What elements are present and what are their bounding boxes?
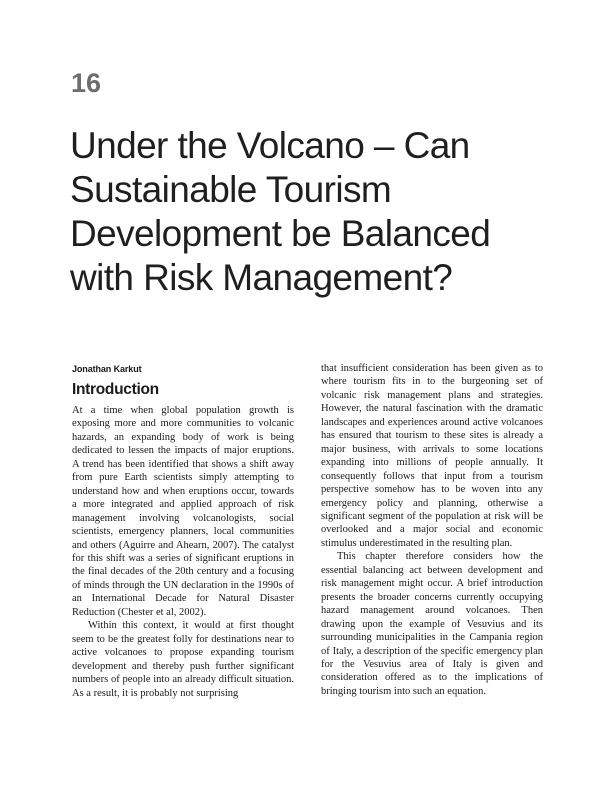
right-column bbox=[321, 362, 543, 698]
chapter-title: Under the Volcano – Can Sustainable Tourism Development be Balanced with Risk Management? bbox=[70, 125, 491, 298]
paragraph: Within this context, it would at first thought seem to be the greatest folly for destinations near to active volcanoes to propose expanding tourism development and thereby push further significant numbers of people into an already difficult situation. As a result, it is probably not surprising bbox=[72, 620, 294, 699]
chapter-number: 16 bbox=[71, 68, 102, 98]
author-name: Jonathan Karkut bbox=[72, 364, 142, 374]
left-column bbox=[72, 404, 294, 700]
paragraph: At a time when global population growth is exposing more and more communities to volcanic hazards, an expanding body of work is being dedicated to lessen the impacts of major eruptions. A trend has been identified that shows a shift away from pure Earth scientists simply attempting to understand how and when eruptions occur, towards a more integrated and applied approach of risk management involving volcanologists, social scientists, emergency planners, local communities and others (Aguirre and Ahearn, 2007). The catalyst for this shift was a series of significant eruptions in the final decades of the 20th century and a focusing of minds through the UN declaration in the 1990s of an International Decade for Natural Disaster Reduction (Chester et al, 2002). bbox=[72, 405, 294, 618]
paragraph: that insufficient consideration has been given as to where tourism fits in to the burgeoning set of volcanic risk management plans and strategies. However, the natural fascination with the dramatic landscapes and experiences around active volcanoes has ensured that tourism to these sites is already a major business, with arrivals to some locations expanding into millions of people annually. It consequently follows that input from a tourism perspective somehow has to be woven into any emergency policy and planning, otherwise a significant segment of the population at risk will be overlooked and a major social and economic stimulus underestimated in the resulting plan. bbox=[321, 363, 543, 549]
section-heading: Introduction bbox=[72, 381, 159, 398]
paragraph: This chapter therefore considers how the essential balancing act between development and risk management might occur. A brief introduction presents the broader concerns currently occupying hazard management around volcanoes. Then drawing upon the example of Vesuvius and its surrounding municipalities in the Campania region of Italy, a description of the specific emergency plan for the Vesuvius area of Italy is given and consideration offered as to the implications of bringing tourism into such an equation. bbox=[321, 551, 543, 697]
